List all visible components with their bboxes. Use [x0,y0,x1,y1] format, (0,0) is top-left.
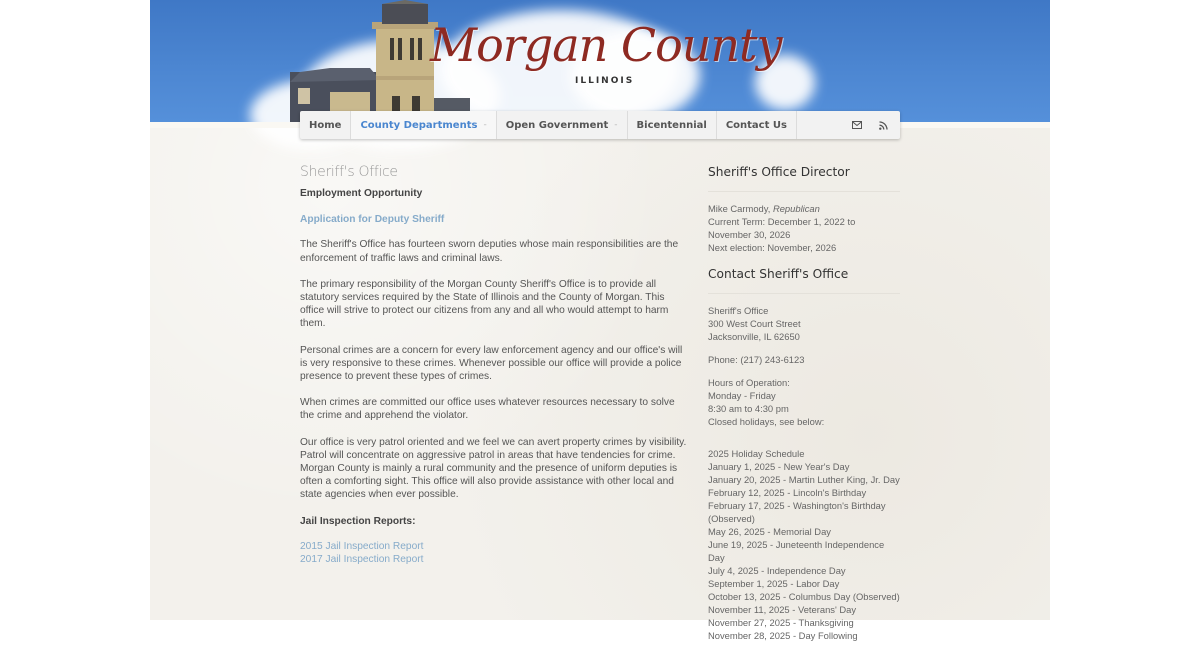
main-navigation [300,111,900,139]
holiday-schedule [708,447,900,642]
page-title: Sheriff's Office [300,164,398,180]
holiday-item: July 4, 2025 - Independence Day [708,565,846,576]
term-line-2: November 30, 2026 [708,229,791,240]
holiday-item: September 1, 2025 - Labor Day [708,578,840,589]
nav-item-bicentennial[interactable] [628,111,717,139]
paragraph-crimes-committed: When crimes are committed our office uses whatever resources necessary to solve the crime and apprehend the violator. [300,397,675,422]
dropdown-caret-icon: - [614,120,618,130]
director-info [708,202,900,254]
jail-inspection-heading: Jail Inspection Reports: [300,515,416,527]
paragraph-responsibility: The primary responsibility of the Morgan County Sheriff's Office is to provide all statutory services required by the State of Illinois and the County of Morgan. This office will strive to protect our citizens from any and all who would attempt to harm them. [300,278,669,330]
dropdown-caret-icon: - [483,120,487,130]
nav-label: Open Government [505,119,609,131]
next-election: Next election: November, 2026 [708,242,837,253]
nav-item-county-departments[interactable] [351,111,496,139]
contact-heading: Contact Sheriff's Office [708,266,900,294]
page-container [150,0,1050,641]
holiday-item: February 12, 2025 - Lincoln's Birthday [708,487,867,498]
address-line: 300 West Court Street [708,318,801,329]
nav-item-open-government[interactable] [497,111,628,139]
holiday-item: November 28, 2025 - Day Following [708,630,858,641]
hours-line: Closed holidays, see below: [708,416,825,427]
sidebar [708,160,900,652]
director-heading: Sheriff's Office Director [708,164,900,192]
main-content [300,160,690,566]
nav-spacer [797,111,844,139]
nav-label: County Departments [360,119,478,131]
holiday-item: June 19, 2025 - Juneteenth Independence Day [708,539,885,563]
holiday-item: November 11, 2025 - Veterans' Day [708,604,857,615]
holiday-item: January 1, 2025 - New Year's Day [708,461,850,472]
contact-phone: Phone: (217) 243-6123 [708,354,805,365]
holiday-item: May 26, 2025 - Memorial Day [708,526,831,537]
paragraph-patrol: Our office is very patrol oriented and we feel we can avert property crimes by visibility. Patrol will concentrate on aggressive patrol in areas that have tendencies for crime. Morgan County is mainly a rural community and the presence of uniform deputies is often a comforting sight. This office will also provide assistance with other local and state agencies when ever possible. [300,436,687,501]
holiday-item: October 13, 2025 - Columbus Day (Observed) [708,591,900,602]
rss-icon[interactable] [870,111,896,139]
deputy-application-link[interactable]: Application for Deputy Sheriff [300,214,445,226]
logo-title: Morgan County [430,18,782,72]
holiday-item: November 27, 2025 - Thanksgiving [708,617,854,628]
director-name: Mike Carmody, [708,203,771,214]
nav-label: Contact Us [725,119,787,131]
jail-report-links [300,540,690,566]
paragraph-personal-crimes: Personal crimes are a concern for every law enforcement agency and our office's will is very responsive to these crimes. Whenever possible our office will provide a police presence to prevent these types of crimes. [300,344,683,383]
nav-item-home[interactable] [300,111,351,139]
logo-subtitle: ILLINOIS [575,76,635,86]
holiday-item: January 20, 2025 - Martin Luther King, Jr. Day [708,474,900,485]
hours-line: Monday - Friday [708,390,776,401]
hours-of-operation [708,376,900,428]
address-line: Jacksonville, IL 62650 [708,331,800,342]
term-line-1: Current Term: December 1, 2022 to [708,216,856,227]
nav-label: Home [309,119,342,131]
envelope-icon[interactable] [844,111,870,139]
nav-item-contact-us[interactable] [717,111,797,139]
county-logo[interactable] [430,14,782,94]
address-line: Sheriff's Office [708,305,769,316]
director-party: Republican [772,203,820,214]
jail-report-2015-link[interactable]: 2015 Jail Inspection Report [300,540,424,552]
hours-line: 8:30 am to 4:30 pm [708,403,789,414]
employment-heading: Employment Opportunity [300,188,423,199]
holiday-schedule-title: 2025 Holiday Schedule [708,448,805,459]
nav-label: Bicentennial [636,119,707,131]
holiday-item: February 17, 2025 - Washington's Birthday (Observed) [708,500,886,524]
header-banner [150,0,1050,122]
hours-line: Hours of Operation: [708,377,790,388]
paragraph-deputies: The Sheriff's Office has fourteen sworn deputies whose main responsibilities are the enforcement of traffic laws and criminal laws. [300,239,679,264]
contact-address [708,304,900,343]
jail-report-2017-link[interactable]: 2017 Jail Inspection Report [300,554,424,566]
